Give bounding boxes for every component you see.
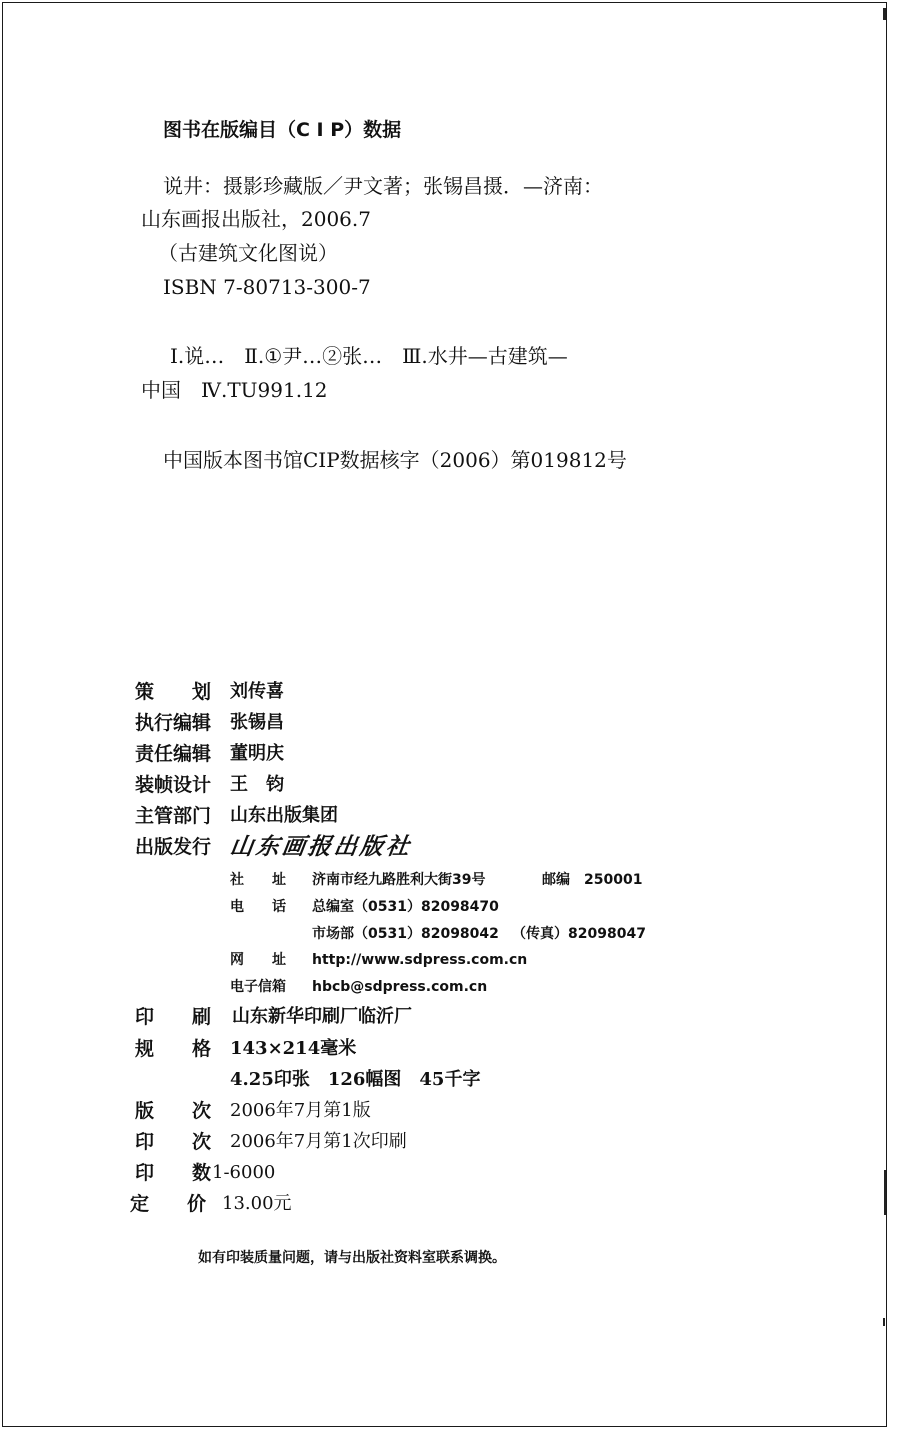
email-label: 电子信箱 (230, 979, 286, 995)
resp-editor-value: 董明庆 (230, 743, 284, 764)
scan-mark (884, 1170, 886, 1215)
edition-value: 2006年7月第1版 (230, 1100, 371, 1121)
format-extent: 4.25印张 126幅图 45千字 (230, 1069, 481, 1090)
cip-line-classification: 中国 Ⅳ.TU991.12 (141, 378, 328, 402)
exec-editor-label: 执行编辑 (135, 712, 212, 734)
cip-line-publisher: 山东画报出版社，2006.7 (141, 207, 371, 231)
format-label: 规 格 (135, 1038, 212, 1060)
price-label: 定 价 (130, 1193, 207, 1215)
printer-value: 山东新华印刷厂临沂厂 (232, 1006, 412, 1027)
address-label: 社 址 (230, 872, 286, 888)
cip-approval-number: 中国版本图书馆CIP数据核字（2006）第019812号 (163, 448, 627, 472)
postcode-value: 250001 (584, 872, 643, 888)
web-url[interactable]: http://www.sdpress.com.cn (312, 952, 528, 968)
scan-mark (883, 8, 886, 20)
planner-label: 策 划 (135, 681, 212, 703)
cip-header: 图书在版编目（C I P）数据 (163, 119, 402, 141)
printer-label: 印 刷 (135, 1006, 212, 1028)
cip-line-title: 说井：摄影珍藏版／尹文著；张锡昌摄．—济南： (163, 174, 603, 198)
design-value: 王 钧 (230, 774, 284, 795)
print-run-value: 1-6000 (212, 1162, 276, 1183)
resp-editor-label: 责任编辑 (135, 743, 212, 765)
phone-marketing: 市场部（0531）82098042 (312, 926, 499, 942)
print-run-label: 印 数 (135, 1162, 212, 1184)
publisher-label: 出版发行 (135, 836, 212, 858)
footer-note: 如有印装质量问题，请与出版社资料室联系调换。 (198, 1250, 506, 1266)
planner-value: 刘传喜 (230, 681, 284, 702)
exec-editor-value: 张锡昌 (230, 712, 284, 733)
design-label: 装帧设计 (135, 774, 212, 796)
cip-line-isbn: ISBN 7-80713-300-7 (163, 275, 371, 299)
email-address[interactable]: hbcb@sdpress.com.cn (312, 979, 488, 995)
impression-label: 印 次 (135, 1131, 212, 1153)
cip-line-subjects: Ⅰ.说… Ⅱ.①尹…②张… Ⅲ.水井—古建筑— (170, 344, 568, 368)
edition-label: 版 次 (135, 1100, 212, 1122)
cip-line-series: （古建筑文化图说） (158, 241, 338, 265)
format-value: 143×214毫米 (230, 1038, 357, 1059)
postcode-label: 邮编 (542, 872, 570, 888)
price-value: 13.00元 (222, 1193, 292, 1214)
dept-value: 山东出版集团 (230, 805, 338, 826)
phone-editorial: 总编室（0531）82098470 (312, 899, 499, 915)
dept-label: 主管部门 (135, 805, 212, 827)
scan-mark (883, 1318, 885, 1326)
phone-label: 电 话 (230, 899, 286, 915)
fax-number: （传真）82098047 (512, 926, 646, 942)
impression-value: 2006年7月第1次印刷 (230, 1131, 407, 1152)
publisher-logo: 山东画报出版社 (228, 833, 414, 860)
address-value: 济南市经九路胜利大街39号 (312, 872, 486, 888)
web-label: 网 址 (230, 952, 286, 968)
